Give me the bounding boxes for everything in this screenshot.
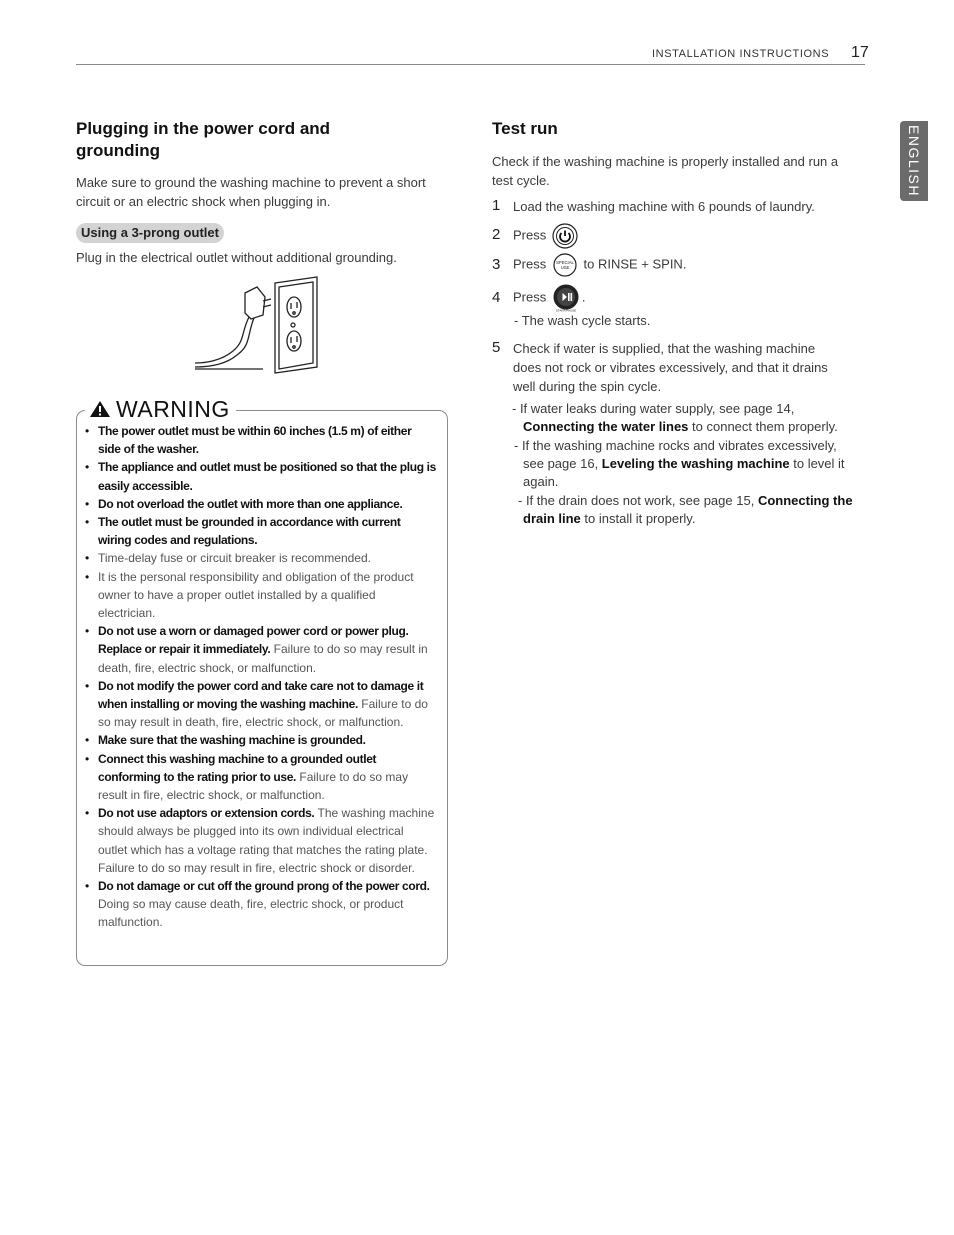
power-cord-intro: Make sure to ground the washing machine to prevent a short circuit or an electric shock when plugging in. — [76, 175, 426, 209]
warning-triangle-icon — [89, 400, 111, 418]
step-5-note-drain-cont: drain line to install it properly. — [523, 511, 696, 526]
warning-item: • Time-delay fuse or circuit breaker is recommended. — [84, 549, 436, 567]
language-tab[interactable] — [900, 121, 928, 201]
section-heading-power-cord: Plugging in the power cord and grounding — [76, 119, 331, 160]
warning-item: • The outlet must be grounded in accordance with current wiring codes and regulations. — [84, 513, 436, 549]
svg-text:USE: USE — [560, 265, 570, 270]
warning-item: • Do not damage or cut off the ground prong of the power cord. Doing so may cause death, fire, electric shock, or product malfunction. — [84, 877, 436, 932]
warning-item: • Do not use adaptors or extension cords. The washing machine should always be plugged into its own individual electrical outlet which has a voltage rating that matches the rating plate. Failure to do so may result in fire, electric shock or disorder. — [84, 804, 436, 877]
warning-item: • Do not overload the outlet with more than one appliance. — [84, 495, 436, 513]
svg-text:START/PAUSE: START/PAUSE — [555, 308, 577, 312]
warning-title: WARNING — [85, 395, 236, 423]
start-pause-button-icon[interactable] — [552, 284, 580, 312]
language-tab-label: ENGLISH — [906, 125, 922, 197]
warning-item: • The appliance and outlet must be positioned so that the plug is easily accessible. — [84, 458, 436, 494]
special-use-button-icon[interactable] — [552, 253, 578, 277]
step-5-note-vibration-end: again. — [523, 474, 559, 489]
warning-list — [84, 422, 436, 932]
step-5-note-drain: - If the drain does not work, see page 15, Connecting the — [518, 493, 853, 508]
header-divider — [76, 64, 865, 65]
test-run-intro: Check if the washing machine is properly installed and run a test cycle. — [492, 154, 839, 188]
page-number: 17 — [851, 44, 869, 61]
subsection-pill: Using a 3-prong outlet — [76, 223, 224, 243]
step-5-note-vibration: - If the washing machine rocks and vibrates excessively, — [514, 438, 837, 453]
warning-item: • Make sure that the washing machine is grounded. — [84, 731, 436, 749]
outlet-plug-illustration — [193, 275, 323, 375]
warning-item: • Connect this washing machine to a grounded outlet conforming to the rating prior to use. Failure to do so may result in fire, electric shock, or malfunction. — [84, 750, 436, 805]
warning-item: • Do not modify the power cord and take care not to damage it when installing or moving the washing machine. Failure to do so may result in death, fire, electric shock, or malfunction. — [84, 677, 436, 732]
pill-description: Plug in the electrical outlet without additional grounding. — [76, 250, 397, 265]
step-5-note-vibration-cont: see page 16, Leveling the washing machine to level it — [523, 456, 845, 471]
section-heading-test-run: Test run — [492, 119, 558, 138]
warning-item: • It is the personal responsibility and obligation of the product owner to have a proper outlet installed by a qualified electrician. — [84, 568, 436, 623]
step-5-note-water-leak: - If water leaks during water supply, see page 14, — [512, 401, 795, 416]
running-header: INSTALLATION INSTRUCTIONS — [652, 48, 830, 60]
warning-item: • Do not use a worn or damaged power cord or power plug. Replace or repair it immediately. Failure to do so may result in death, fire, electric shock, or malfunction. — [84, 622, 436, 677]
power-button-icon[interactable] — [552, 223, 578, 249]
svg-text:SPECIAL: SPECIAL — [556, 260, 574, 265]
warning-item: • The power outlet must be within 60 inches (1.5 m) of either side of the washer. — [84, 422, 436, 458]
step-5-note-water-leak-cont: Connecting the water lines to connect them properly. — [523, 419, 838, 434]
